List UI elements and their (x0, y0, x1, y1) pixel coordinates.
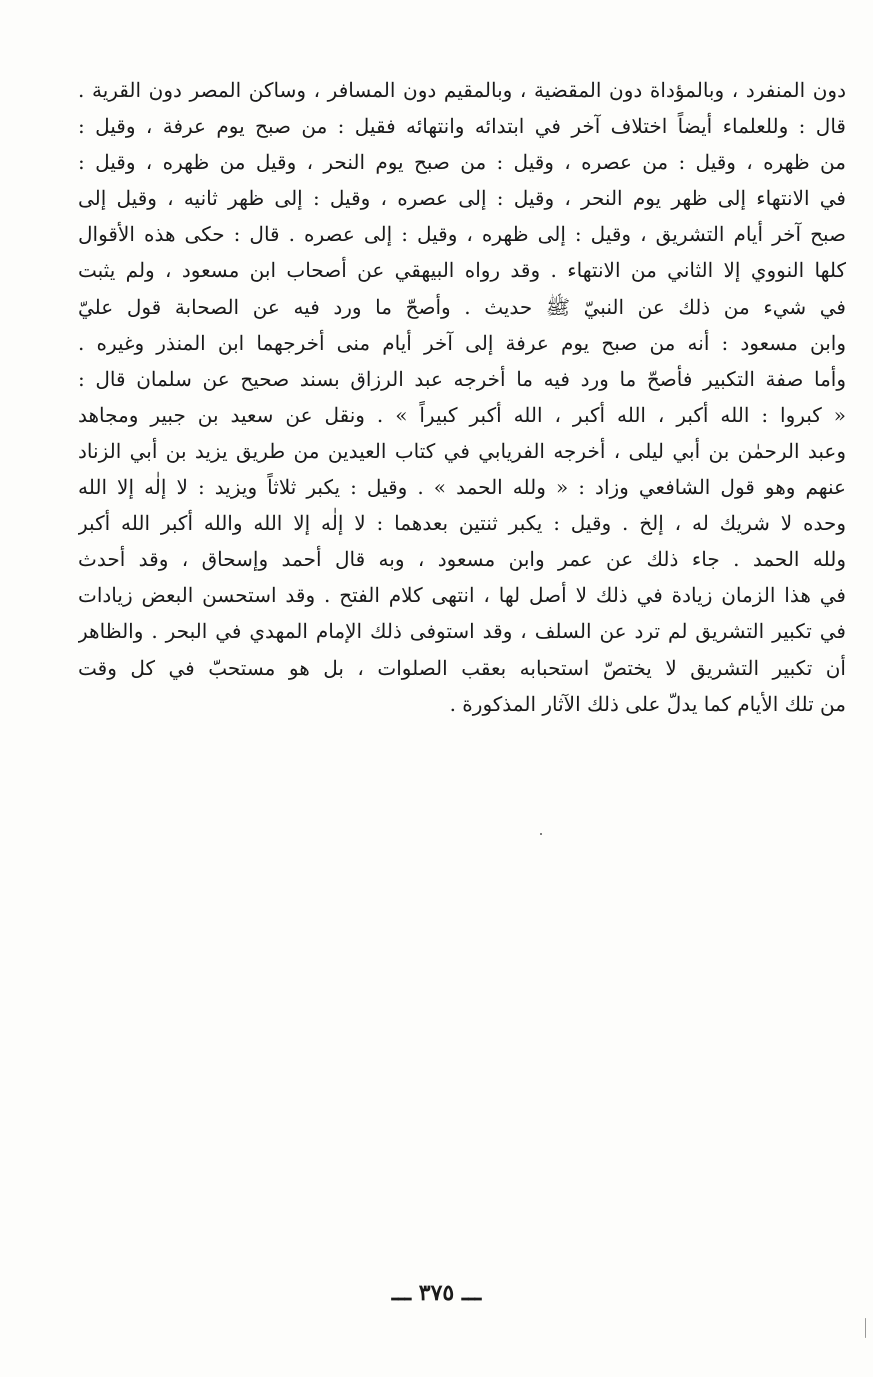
text-line: في شيء من ذلك عن النبيّ ﷺ حديث . وأصحّ ما ورد فيه عن الصحابة قول عليّ (78, 294, 846, 319)
text-line: قال : وللعلماء أيضاً اختلاف آخر في ابتدائه وانتهائه فقيل : من صبح يوم عرفة ، وقيل : (78, 114, 846, 139)
text-line: وابن مسعود : أنه من صبح يوم عرفة إلى آخر أيام منى أخرجهما ابن المنذر وغيره . (78, 330, 846, 355)
text-line: صبح آخر أيام التشريق ، وقيل : إلى ظهره ، وقيل : إلى عصره . قال : حكى هذه الأقوال (78, 222, 846, 247)
text-line: وحده لا شريك له ، إلخ . وقيل : يكبر ثنتين بعدهما : لا إلٰه إلا الله والله أكبر الله أكبر (78, 511, 846, 536)
text-line: أن تكبير التشريق لا يختصّ استحبابه بعقب الصلوات ، بل هو مستحبّ في كل وقت (78, 655, 846, 680)
text-line: ولله الحمد . جاء ذلك عن عمر وابن مسعود ، وبه قال أحمد وإسحاق ، وقد أحدث (78, 547, 846, 572)
text-line: كلها النووي إلا الثاني من الانتهاء . وقد رواه البيهقي عن أصحاب ابن مسعود ، ولم يثبت (78, 258, 846, 283)
text-line: وأما صفة التكبير فأصحّ ما ورد فيه ما أخرجه عبد الرزاق بسند صحيح عن سلمان قال : (78, 366, 846, 391)
text-line: من تلك الأيام كما يدلّ على ذلك الآثار المذكورة . (449, 691, 846, 716)
text-line: عنهم وهو قول الشافعي وزاد : « ولله الحمد » . وقيل : يكبر ثلاثاً ويزيد : لا إلٰه إلا الله (78, 475, 846, 500)
text-line: في هذا الزمان زيادة في ذلك لا أصل لها ، انتهى كلام الفتح . وقد استحسن البعض زيادات (78, 583, 846, 608)
page-number: ـــ ٣٧٥ ـــ (391, 1280, 482, 1306)
text-line: في الانتهاء إلى ظهر يوم النحر ، وقيل : إلى عصره ، وقيل : إلى ظهر ثانيه ، وقيل إلى (78, 186, 846, 211)
text-line: وعبد الرحمٰن بن أبي ليلى ، أخرجه الفريابي في كتاب العيدين من طريق يزيد بن أبي الزناد (78, 438, 846, 463)
body-text (78, 72, 846, 722)
text-line: من ظهره ، وقيل : من عصره ، وقيل : من صبح يوم النحر ، وقيل من ظهره ، وقيل : (78, 150, 846, 175)
scan-speck (540, 833, 542, 835)
text-line: « كبروا : الله أكبر ، الله أكبر ، الله أكبر كبيراً » . ونقل عن سعيد بن جبير ومجاهد (78, 402, 846, 427)
text-line: في تكبير التشريق لم ترد عن السلف ، وقد استوفى ذلك الإمام المهدي في البحر . والظاهر (78, 619, 846, 644)
scan-speck (865, 1318, 866, 1338)
text-line: دون المنفرد ، وبالمؤداة دون المقضية ، وبالمقيم دون المسافر ، وساكن المصر دون القرية . (78, 78, 846, 102)
